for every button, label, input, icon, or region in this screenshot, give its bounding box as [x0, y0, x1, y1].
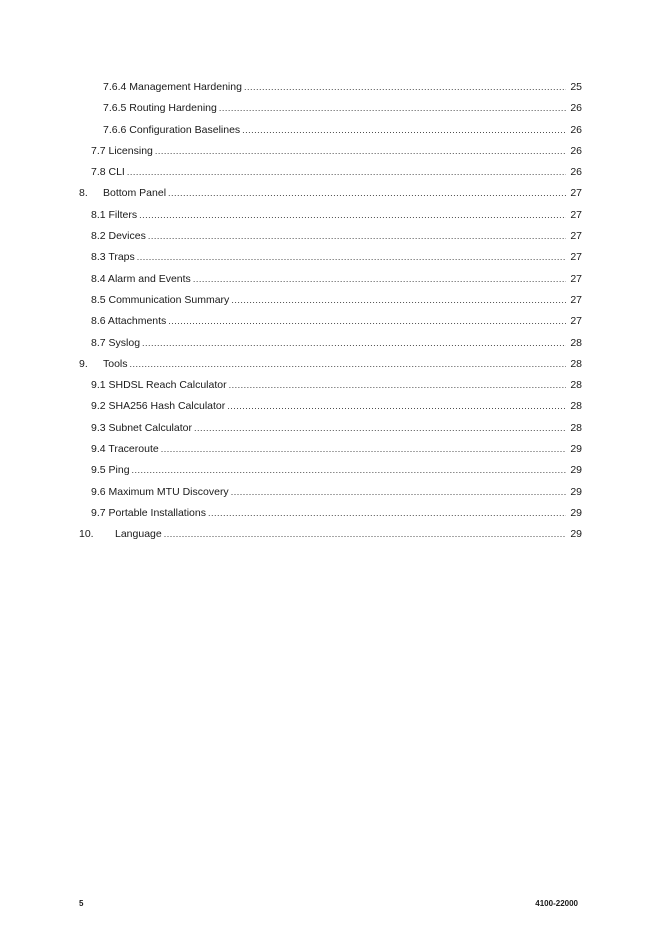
dot-leader	[244, 77, 566, 98]
dot-leader	[164, 524, 566, 545]
toc-entry-8[interactable]	[79, 183, 582, 204]
toc-entry-title: 7.6.5 Routing Hardening	[103, 102, 217, 115]
dot-leader	[142, 333, 566, 354]
dot-leader	[219, 98, 566, 119]
toc-entry-page: 25	[570, 81, 582, 93]
toc-entry-page: 26	[570, 166, 582, 179]
toc-entry-title: 8.6 Attachments	[91, 315, 167, 328]
dot-leader	[139, 205, 566, 226]
footer-doc-id: 4100-22000	[535, 899, 578, 908]
dot-leader	[242, 120, 566, 141]
toc-entry-page: 27	[570, 272, 582, 285]
toc-entry-title: 9.2 SHA256 Hash Calculator	[91, 400, 226, 413]
toc-entry-8-6[interactable]	[91, 311, 582, 332]
toc-entry-9-2[interactable]	[91, 396, 582, 417]
toc-entry-page: 27	[570, 293, 582, 306]
footer-page-number: 5	[79, 899, 84, 908]
toc-entry-number: 8.	[79, 187, 88, 200]
toc-entry-page: 27	[570, 230, 582, 243]
toc-entry-number: 10.	[79, 528, 94, 541]
toc-entry-title: 9.4 Traceroute	[91, 443, 159, 456]
toc-entry-title: 8.3 Traps	[91, 251, 135, 264]
toc-entry-page: 28	[570, 379, 582, 392]
dot-leader	[194, 418, 566, 439]
toc-entry-title: Tools	[103, 357, 128, 370]
toc-entry-page: 26	[570, 123, 582, 136]
dot-leader	[208, 503, 566, 524]
table-of-contents	[0, 77, 662, 546]
toc-entry-page: 26	[570, 102, 582, 115]
toc-entry-page: 29	[570, 506, 582, 519]
toc-entry-7-7[interactable]	[91, 141, 582, 162]
toc-entry-9-3[interactable]	[91, 418, 582, 439]
toc-entry-9-6[interactable]	[91, 482, 582, 503]
toc-entry-title: Bottom Panel	[103, 187, 167, 200]
toc-entry-title: Language	[115, 528, 162, 541]
toc-entry-8-7[interactable]	[91, 333, 582, 354]
toc-entry-10[interactable]	[79, 524, 582, 545]
toc-entry-title: 7.7 Licensing	[91, 144, 153, 157]
toc-entry-title: 7.8 CLI	[91, 166, 125, 179]
dot-leader	[127, 162, 566, 183]
toc-entry-page: 27	[570, 208, 582, 221]
page-footer	[79, 899, 578, 908]
toc-entry-8-1[interactable]	[91, 205, 582, 226]
toc-entry-7-6-6[interactable]	[103, 120, 582, 141]
dot-leader	[168, 311, 566, 332]
toc-entry-8-2[interactable]	[91, 226, 582, 247]
toc-entry-title: 9.5 Ping	[91, 464, 130, 477]
toc-entry-title: 8.5 Communication Summary	[91, 293, 230, 306]
toc-entry-title: 7.6.4 Management Hardening	[103, 81, 242, 93]
toc-entry-page: 27	[570, 251, 582, 264]
toc-entry-page: 29	[570, 443, 582, 456]
toc-entry-number: 9.	[79, 357, 88, 370]
toc-entry-page: 28	[570, 357, 582, 370]
toc-entry-page: 27	[570, 187, 582, 200]
dot-leader	[168, 183, 566, 204]
toc-entry-7-6-5[interactable]	[103, 98, 582, 119]
toc-entry-7-8[interactable]	[91, 162, 582, 183]
toc-entry-title: 8.4 Alarm and Events	[91, 272, 191, 285]
dot-leader	[148, 226, 566, 247]
toc-entry-8-3[interactable]	[91, 247, 582, 268]
toc-entry-9-5[interactable]	[91, 460, 582, 481]
toc-entry-title: 8.1 Filters	[91, 208, 138, 221]
toc-entry-8-5[interactable]	[91, 290, 582, 311]
dot-leader	[229, 375, 566, 396]
toc-entry-title: 7.6.6 Configuration Baselines	[103, 123, 241, 136]
toc-entry-page: 29	[570, 528, 582, 541]
toc-entry-title: 8.7 Syslog	[91, 336, 141, 349]
dot-leader	[231, 482, 566, 503]
dot-leader	[231, 290, 566, 311]
toc-entry-8-4[interactable]	[91, 269, 582, 290]
toc-entry-page: 28	[570, 421, 582, 434]
dot-leader	[193, 269, 566, 290]
toc-entry-title: 9.6 Maximum MTU Discovery	[91, 485, 229, 498]
toc-entry-9-1[interactable]	[91, 375, 582, 396]
toc-entry-9-4[interactable]	[91, 439, 582, 460]
toc-entry-title: 9.7 Portable Installations	[91, 506, 206, 519]
toc-entry-title: 9.1 SHDSL Reach Calculator	[91, 379, 227, 392]
toc-entry-title: 9.3 Subnet Calculator	[91, 421, 192, 434]
dot-leader	[130, 354, 566, 375]
toc-entry-page: 26	[570, 144, 582, 157]
toc-entry-title: 8.2 Devices	[91, 230, 146, 243]
toc-entry-page: 29	[570, 485, 582, 498]
dot-leader	[227, 396, 566, 417]
dot-leader	[132, 460, 566, 481]
toc-entry-9[interactable]	[79, 354, 582, 375]
toc-entry-7-6-4[interactable]	[103, 77, 582, 98]
toc-entry-page: 29	[570, 464, 582, 477]
toc-entry-page: 28	[570, 336, 582, 349]
toc-entry-9-7[interactable]	[91, 503, 582, 524]
toc-entry-page: 28	[570, 400, 582, 413]
dot-leader	[155, 141, 566, 162]
dot-leader	[137, 247, 566, 268]
toc-entry-page: 27	[570, 315, 582, 328]
dot-leader	[161, 439, 566, 460]
